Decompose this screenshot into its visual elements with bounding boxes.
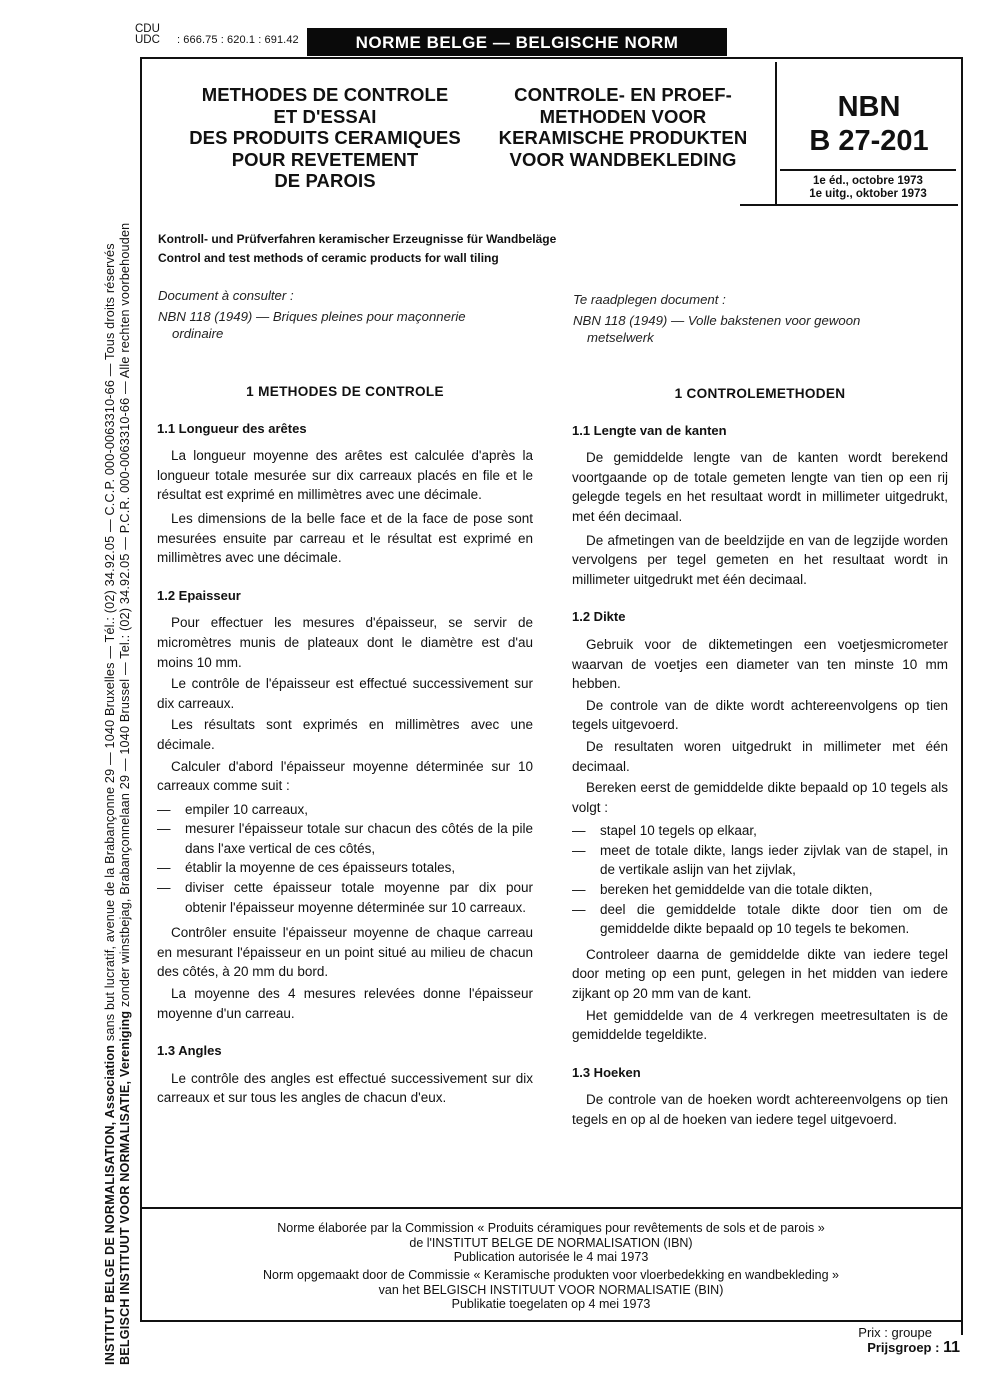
list-item (157, 878, 533, 917)
reference-fr (158, 287, 538, 343)
code-box-bottom-rule (740, 204, 958, 206)
footer-rule (140, 1207, 962, 1209)
subsection-heading-nl-1-2: 1.2 Dikte (572, 609, 626, 625)
paragraph: De gemiddelde lengte van de kanten wordt berekend voortgaande op de totale gemeten lengte van tien op een rij gelegde tegels en het resultaat wordt in millimeter uitgedrukt, met één decimaal. (572, 450, 948, 524)
title-nl-line: KERAMISCHE PRODUKTEN (498, 127, 748, 148)
subsection-heading-fr-1-1: 1.1 Longueur des arêtes (157, 420, 307, 436)
title-fr-line: DE PAROIS (274, 170, 376, 191)
list-item (157, 800, 533, 820)
paragraph: Het gemiddelde van de 4 verkregen meetresultaten is de gemiddelde tegeldikte. (572, 1007, 948, 1043)
paragraph: Le contrôle des angles est effectué successivement sur dix carreaux et sur tous les angles de chacun d'eux. (157, 1070, 533, 1106)
list-item-text: bereken het gemiddelde van die totale dikten, (600, 882, 873, 898)
title-fr-line: METHODES DE CONTROLE (201, 84, 449, 105)
paragraph: Calculer d'abord l'épaisseur moyenne déterminée sur 10 carreaux comme suit : (157, 758, 533, 794)
paragraph: De controle van de hoeken wordt achtereenvolgens op tien tegels en op al de hoeken van iedere tegel uitgevoerd. (572, 1092, 948, 1127)
reference-nl-label: Te raadplegen document : (573, 292, 726, 307)
cdu-udc-labels (135, 24, 160, 46)
paragraph: La longueur moyenne des arêtes est calculée d'après la longueur totale mesurée sur dix carreaux placés en file et le résultat est exprimé en millimètres avec une décimale. (157, 448, 533, 503)
price-info (780, 1325, 960, 1355)
title-fr-line: POUR REVETEMENT (231, 148, 419, 170)
standard-code-nbn: NBN (837, 91, 901, 123)
title-nl-line: METHODEN VOOR (539, 105, 707, 127)
publisher-side-text (103, 25, 133, 1365)
edition-info (780, 175, 956, 201)
column-fr (157, 382, 533, 1108)
dash-bullet: — (572, 823, 586, 839)
paragraph: Pour effectuer les mesures d'épaisseur, se servir de micromètres munis de plateaux dont le diamètre est d'au moins 10 mm. (157, 615, 533, 670)
cdu-label: CDU (135, 23, 160, 35)
dash-bullet: — (157, 821, 171, 837)
subsection-heading-fr-1-2: 1.2 Epaisseur (157, 587, 241, 603)
subtitle-en: Control and test methods of ceramic products for wall tiling (158, 251, 499, 265)
reference-fr-text: NBN 118 (1949) — Briques pleines pour maçonnerie (158, 308, 466, 324)
footer-fr-line: Norme élaborée par la Commission « Produits céramiques pour revêtements de sols et de parois » (277, 1221, 825, 1235)
subtitles (158, 230, 938, 268)
reference-fr-label: Document à consulter : (158, 288, 294, 303)
dash-bullet: — (157, 801, 171, 817)
paragraph: Bereken eerst de gemiddelde dikte bepaald op 10 tegels als volgt : (572, 780, 948, 815)
list-item-text: mesurer l'épaisseur totale sur chacun des côtés de la pile dans l'axe vertical de ces côtés, (185, 821, 533, 856)
reference-fr-text-cont: ordinaire (172, 326, 224, 341)
edition-nl: 1e uitg., oktober 1973 (809, 188, 927, 200)
list-item (157, 858, 533, 878)
norm-banner: NORME BELGE — BELGISCHE NORM (307, 28, 727, 56)
subsection-heading-fr-1-3: 1.3 Angles (157, 1043, 222, 1059)
dash-bullet: — (572, 901, 586, 917)
paragraph: De controle van de dikte wordt achtereenvolgens op tien tegels uitgevoerd. (572, 697, 948, 733)
code-box-left-rule (775, 62, 777, 204)
list-item (572, 900, 948, 939)
list-item (572, 841, 948, 880)
section-heading-nl: 1 CONTROLEMETHODEN (674, 386, 846, 401)
reference-nl-text: NBN 118 (1949) — Volle bakstenen voor gewoon (573, 312, 861, 328)
classification-value: : 666.75 : 620.1 : 691.42 (177, 34, 299, 46)
udc-label: UDC (135, 34, 160, 46)
footer-fr-line: Publication autorisée le 4 mai 1973 (453, 1250, 649, 1264)
price-group-number: 11 (943, 1339, 960, 1356)
frame-bottom-rule (140, 1320, 962, 1322)
footer-nl (140, 1268, 962, 1312)
list-item (157, 819, 533, 858)
list-item-text: empiler 10 carreaux, (185, 801, 309, 817)
section-heading-fr: 1 METHODES DE CONTROLE (246, 384, 444, 399)
paragraph: Les dimensions de la belle face et de la face de pose sont mesurées ensuite par carreau et le résultat est exprimé en millimètres avec une décimale. (157, 510, 533, 566)
title-nl (478, 84, 768, 170)
title-fr-line: ET D'ESSAI (273, 105, 377, 127)
column-nl (572, 384, 948, 1130)
dash-bullet: — (572, 842, 586, 858)
price-nl (780, 1340, 960, 1355)
list-item (572, 880, 948, 900)
standard-code-number: B 27-201 (809, 125, 929, 157)
paragraph: Les résultats sont exprimés en millimètres avec une décimale. (157, 717, 533, 752)
title-nl-line: CONTROLE- EN PROEF- (514, 84, 732, 105)
footer-nl-line: Publikatie toegelaten op 4 mei 1973 (451, 1297, 651, 1311)
subtitle-de: Kontroll- und Prüfverfahren keramischer Erzeugnisse für Wandbeläge (158, 232, 557, 246)
title-fr (160, 84, 490, 192)
list-item-text: diviser cette épaisseur totale moyenne par dix pour obtenir l'épaisseur moyenne déterminée sur 10 carreaux. (185, 880, 533, 915)
footer-nl-line: van het BELGISCH INSTITUUT VOOR NORMALISATIE (BIN) (378, 1282, 724, 1297)
side-line-nl (118, 25, 133, 1365)
title-nl-line: VOOR WANDBEKLEDING (509, 148, 737, 170)
paragraph: Le contrôle de l'épaisseur est effectué successivement sur dix carreaux. (157, 676, 533, 711)
list-item-text: meet de totale dikte, langs ieder zijvlak van de stapel, in de vertikale aslijn van het zijvlak, (600, 842, 948, 878)
side-line-fr-bold: INSTITUT BELGE DE NORMALISATION, Association (103, 1044, 117, 1365)
paragraph: Gebruik voor de diktemetingen een voetjesmicrometer waarvan de voetjes een diameter van ten minste 10 mm hebben. (572, 636, 948, 692)
footer-nl-line: Norm opgemaakt door de Commissie « Keramische produkten voor vloerbedekking en wandbekleding » (262, 1268, 839, 1282)
side-line-fr (103, 25, 118, 1365)
frame-right-rule (961, 57, 963, 1335)
paragraph: Controleer daarna de gemiddelde dikte van iedere tegel door meting op een punt, gelegen in het midden van iedere zijkant op 20 mm van de kant. (572, 946, 948, 1002)
reference-nl (573, 291, 958, 347)
side-line-fr-rest: sans but lucratif, avenue de la Brabançonne 29 — 1040 Bruxelles — Tél.: (02) 34.92.05 — C.C.P. 000-0063310-66 — Tous droits réservés (103, 243, 117, 1045)
paragraph: La moyenne des 4 mesures relevées donne l'épaisseur moyenne d'un carreau. (157, 986, 533, 1021)
steps-list-fr (157, 800, 533, 918)
price-nl-label: Prijsgroep : (867, 1340, 940, 1355)
list-item-text: stapel 10 tegels op elkaar, (600, 823, 757, 839)
edition-fr: 1e éd., octobre 1973 (813, 175, 923, 187)
side-line-nl-bold: BELGISCH INSTITUUT VOOR NORMALISATIE, Vereniging (118, 1010, 132, 1365)
dash-bullet: — (572, 882, 586, 898)
standard-code (780, 90, 958, 158)
footer-fr-line: de l'INSTITUT BELGE DE NORMALISATION (IBN) (409, 1235, 693, 1250)
frame-left-rule (140, 57, 142, 1322)
code-box-divider (780, 169, 956, 171)
paragraph: De resultaten woren uitgedrukt in millimeter met één decimaal. (572, 738, 948, 774)
dash-bullet: — (157, 860, 171, 876)
paragraph: Contrôler ensuite l'épaisseur moyenne de chaque carreau en mesurant l'épaisseur en un point situé au milieu de chacun des côtés, à 20 mm du bord. (157, 925, 533, 980)
reference-nl-text-cont: metselwerk (587, 330, 654, 345)
subsection-heading-nl-1-1: 1.1 Lengte van de kanten (572, 422, 727, 438)
price-fr: Prix : groupe (858, 1325, 932, 1340)
list-item (572, 821, 948, 841)
dash-bullet: — (157, 880, 171, 896)
list-item-text: établir la moyenne de ces épaisseurs totales, (185, 860, 456, 876)
side-line-nl-rest: zonder winstbejag, Brabançonnelaan 29 — 1040 Brussel — Tel.: (02) 34.92.05 — P.C.R. 000-0063310-66 — Alle rechten voorbehouden (118, 222, 132, 1011)
frame-top-rule (140, 57, 962, 59)
subsection-heading-nl-1-3: 1.3 Hoeken (572, 1064, 641, 1080)
paragraph: De afmetingen van de beeldzijde en van de legzijde worden vervolgens per tegel gemeten en het resultaat wordt in millimeter uitgedrukt met één decimaal. (572, 532, 948, 587)
footer-fr (140, 1221, 962, 1265)
list-item-text: deel die gemiddelde totale dikte door tien om de gemiddelde dikte bepaald op 10 tegels te bekomen. (600, 901, 948, 937)
title-fr-line: DES PRODUITS CERAMIQUES (189, 127, 461, 148)
steps-list-nl (572, 821, 948, 939)
